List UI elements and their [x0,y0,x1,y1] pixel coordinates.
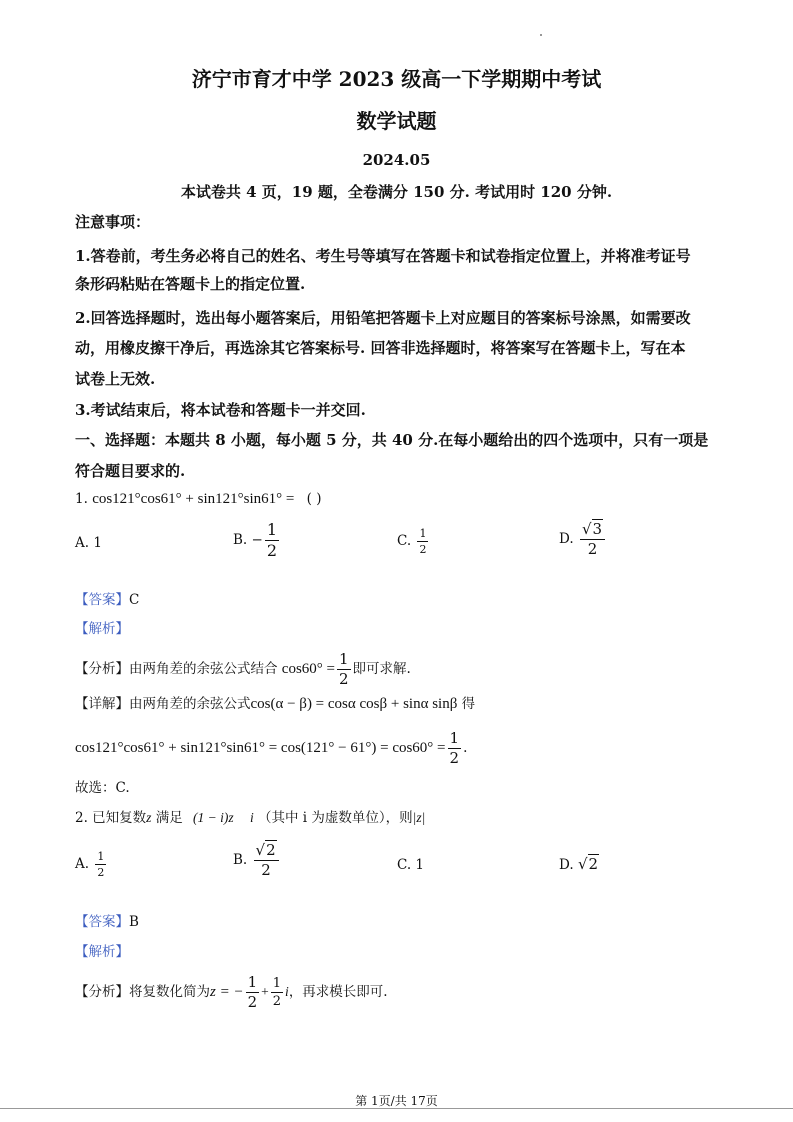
q2-fenxi-plus: + [261,984,269,999]
fraction-numerator [254,843,279,861]
q1-analysis-tag: 【解析】 [75,621,129,637]
exam-title: 济宁市育才中学 2023 级高一下学期期中考试 [191,67,602,91]
radicand: 2 [588,855,599,873]
fraction-denominator: 2 [339,670,349,688]
q1-fenxi-math: cos60° = [281,661,335,677]
fenxi-tag: 【分析】 [75,984,129,1000]
q2-fenxi-text: 将复数化简为 [129,984,210,1000]
sqrt-symbol: √2 [577,855,599,873]
q2-stem-mid: 满足 [155,810,183,826]
q1-stem [75,491,321,508]
q1-option-b-sign: − [251,532,263,548]
q2-option-b-fraction [254,843,279,878]
section-heading-line1: 一、选择题：本题共 8 小题，每小题 5 分，共 40 分.在每小题给出的四个选项中，只有一项是 [75,431,709,449]
fraction-denominator: 2 [449,749,460,767]
q2-fenxi-math: z = − [210,984,244,1000]
q1-option-d-label: D. [559,531,574,547]
q2-option-d-label: D. [559,857,574,873]
sqrt-symbol: √3 [581,520,603,538]
sqrt-symbol: √2 [255,841,276,859]
fenxi-tag: 【分析】 [75,661,129,677]
fraction-numerator: 1 [247,973,258,991]
q1-option-d [559,522,607,557]
notice-item-1-line1: 1.答卷前，考生务必将自己的姓名、考生号等填写在答题卡和试卷指定位置上，并将准考证号 [75,247,691,265]
q2-abs-z: |z| [412,810,426,825]
q2-fenxi-i: i [285,984,289,999]
q1-option-d-fraction [580,522,605,557]
q2-var-z: z [146,810,152,825]
fraction-numerator: 1 [97,850,105,863]
section-heading-line2: 符合题目要求的. [75,462,186,480]
notice-item-2-line2: 动，用橡皮擦干净后，再选涂其它答案标号. 回答非选择题时，将答案写在答题卡上，写在本 [75,339,686,357]
footer-divider [0,1108,793,1109]
q2-option-b [233,843,281,878]
q1-xiangjie-end: 得 [461,696,476,712]
fraction-denominator: 2 [247,993,258,1011]
page-number: 第 1页/共 17页 [355,1094,438,1108]
q1-number: 1. [75,491,88,507]
q2-stem [75,806,425,826]
answer-tag: 【答案】 [75,914,129,930]
q2-option-b-label: B. [233,852,248,868]
xiangjie-tag: 【详解】 [75,696,129,712]
q1-answer: C [129,592,140,608]
fraction-numerator: 1 [419,527,427,540]
fraction-numerator: 1 [339,650,349,668]
q2-answer: B [129,914,139,930]
q1-calc-end: . [463,740,468,756]
q1-option-c-label: C. [397,533,412,549]
q1-calc-expression: cos121°cos61° + sin121°sin61° = cos(121° − 61°) = cos60° = [75,740,446,756]
q1-expression: cos121°cos61° + sin121°sin61° = [92,491,295,507]
q2-fenxi-row [75,975,388,1010]
q2-stem-paren: （其中 i 为虚数单位），则 [258,810,413,826]
q2-stem-start: 2. 已知复数 [75,810,147,826]
notice-heading: 注意事项： [75,213,151,231]
q1-fenxi-fraction [337,652,351,687]
q2-fenxi-fraction-2 [271,977,283,1008]
notice-item-2-line1: 2.回答选择题时，选出每小题答案后，用铅笔把答题卡上对应题目的答案标号涂黑，如需要改 [75,309,691,327]
q2-fenxi-fraction-1 [246,975,260,1010]
notice-item-2-line3: 试卷上无效. [75,370,156,388]
radicand: 3 [592,520,603,538]
q1-calc-fraction [448,731,462,766]
q1-xiangjie-text: 由两角差的余弦公式 [129,696,251,712]
notice-item-3: 3.考试结束后，将本试卷和答题卡一并交回. [75,401,366,419]
fraction-numerator: 1 [272,976,282,991]
q2-analysis-tag: 【解析】 [75,944,129,960]
q1-option-a: A. 1 [75,535,102,551]
q2-option-a-fraction [95,851,106,878]
exam-subtitle: 数学试题 [356,109,437,133]
q2-option-c: C. 1 [397,857,425,873]
q2-fenxi-end: ，再求模长即可. [288,984,388,1000]
fraction-denominator: 2 [419,543,427,556]
q2-option-d [559,855,599,873]
q1-calculation [75,731,467,766]
radicand: 2 [266,841,276,859]
q1-conclusion: 故选：C. [75,780,130,796]
exam-info: 本试卷共 4 页，19 题，全卷满分 150 分. 考试用时 120 分钟. [180,183,613,201]
q1-option-c-fraction [417,528,428,555]
answer-tag: 【答案】 [75,592,129,608]
scan-speck [540,34,542,36]
q1-fenxi-end: 即可求解. [352,661,411,677]
fraction-numerator: 1 [266,520,278,539]
fraction-denominator: 2 [266,541,278,560]
q2-equation-rhs: i [249,810,254,825]
q1-xiangjie-row [75,692,475,713]
q1-paren: ( ) [306,491,322,507]
q2-option-a [75,851,108,878]
fraction-denominator: 2 [587,540,598,558]
notice-item-1-line2: 条形码粘贴在答题卡上的指定位置. [75,275,306,293]
fraction-numerator [580,522,605,540]
q1-option-b-fraction [265,522,279,559]
fraction-denominator: 2 [272,994,282,1009]
q2-answer-row [75,910,139,930]
exam-date: 2024.05 [362,151,431,169]
q1-option-b-label: B. [233,532,248,548]
fraction-numerator: 1 [449,729,460,747]
fraction-denominator: 2 [97,866,105,879]
q1-fenxi-text: 由两角差的余弦公式结合 [129,661,278,677]
q1-xiangjie-formula: cos(α − β) = cosα cosβ + sinα sinβ [250,696,458,712]
q1-option-c [397,528,430,555]
fraction-denominator: 2 [261,861,271,879]
q1-fenxi-row [75,652,411,687]
q2-equation: (1 − i)z [193,810,234,825]
q1-option-b [233,522,281,559]
q2-option-a-label: A. [75,856,90,872]
q1-answer-row [75,588,139,608]
